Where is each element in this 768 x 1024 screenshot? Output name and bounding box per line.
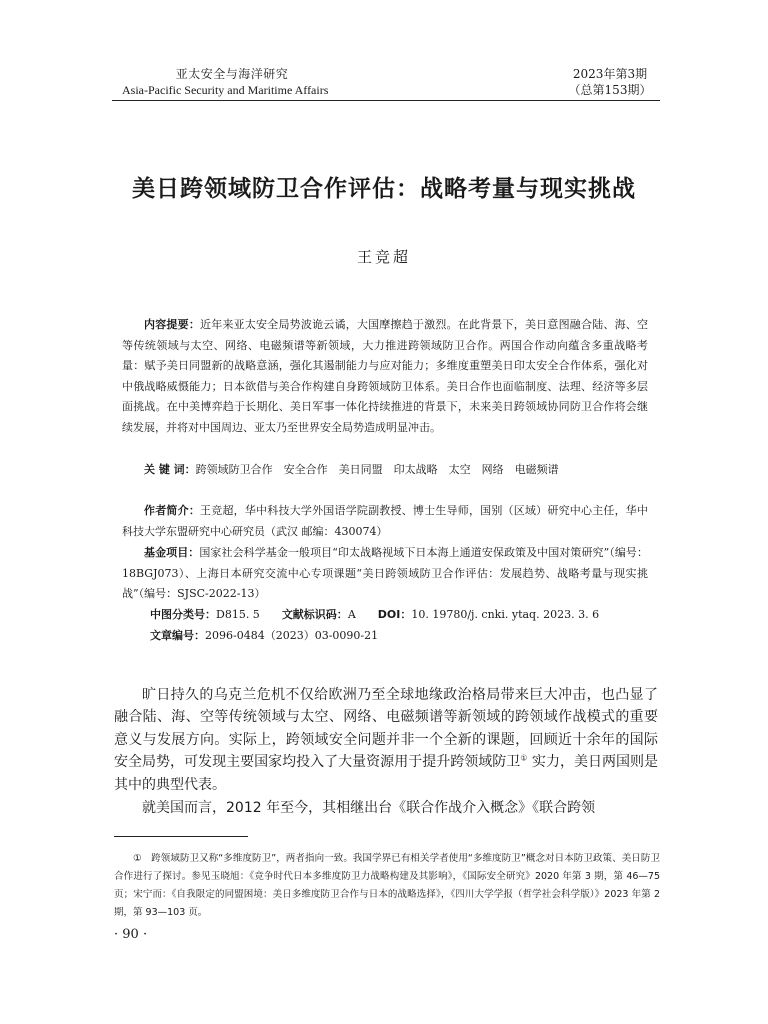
page-number: · 90 · <box>114 927 148 942</box>
article-no-label: 文章编号： <box>150 629 205 642</box>
header-divider <box>112 100 660 101</box>
article-title: 美日跨领域防卫合作评估：战略考量与现实挑战 <box>132 176 636 202</box>
abstract-text: 近年来亚太安全局势波诡云谲，大国摩擦趋于激烈。在此背景下，美日意图融合陆、海、空等传统领域与太空、网络、电磁频谱等新领域，大力推进跨领域防卫合作。两国合作动向蕴含多重战略考量：赋予美日同盟新的战略意涵，强化其遏制能力与应对能力；多维度重塑美日印太安全合作体系，强化对中俄战略威慑能力；日本欲借与美合作构建自身跨领域防卫体系。美日合作也面临制度、法理、经济等多层面挑战。在中美博弈趋于长期化、美日军事一体化持续推进的背景下，未来美日跨领域协同防卫合作将会继续发展，并将对中国周边、亚太乃至世界安全局势造成明显冲击。 <box>122 318 649 434</box>
doi-label: DOI： <box>377 608 412 621</box>
article-no-value: 2096-0484（2023）03-0090-21 <box>205 629 379 642</box>
body-text-part: 旷日持久的乌克兰危机不仅给欧洲乃至全球地缘政治格局带来巨大冲击，也凸显了融合陆、海、空等传统领域与太空、网络、电磁频谱等新领域的跨领域作战模式的重要意义与发展方向。实际上，跨领域安全问题并非一个全新的课题，回顾近十余年的国际安全局势，可发现主要国家均投入了大量资源用于提升跨领域防卫 <box>114 687 658 771</box>
body-text-part: 实力，美日两国则是其中的典型代表。 <box>114 754 659 793</box>
body-paragraph <box>114 684 658 796</box>
fund-label: 基金项目： <box>144 546 200 559</box>
footnote-divider <box>114 836 248 837</box>
classification-line <box>150 606 599 624</box>
abstract-label: 内容提要： <box>144 318 201 331</box>
abstract-summary <box>122 315 648 439</box>
keywords-label: 关 键 词： <box>144 463 196 476</box>
footnote-marker[interactable]: ① <box>520 753 528 763</box>
footnote: ① 跨领域防卫又称“多维度防卫”，两者指向一致。我国学界已有相关学者使用“多维度防卫”概念对日本防卫政策、美日防卫合作进行了探讨。参见玉晓旭：《竞争时代日本多维度防卫力战略构建及其影响》，《国际安全研究》2020 年第 3 期，第 46—75 页；宋宁而：《自我限定的同盟困境：美日多维度防卫合作与日本的战略选择》，《四川大学学报（哲学社会科学版）》2023 年第 2 期，第 93—103 页。 <box>114 853 660 918</box>
clc-value: D815. 5 <box>216 608 260 621</box>
article-number-line <box>150 627 378 645</box>
journal-name-en: Asia-Pacific Security and Maritime Affairs <box>122 83 329 97</box>
author-bio <box>122 501 648 542</box>
issue-total: （总第153期） <box>568 83 652 97</box>
journal-name-cn: 亚太安全与海洋研究 <box>175 67 289 81</box>
author-bio-text: 王竞超，华中科技大学外国语学院副教授、博士生导师，国别（区域）研究中心主任，华中科技大学东盟研究中心研究员（武汉 邮编：430074） <box>122 504 649 538</box>
issue-info <box>560 66 660 98</box>
doc-code-label: 文献标识码： <box>281 608 348 621</box>
keywords-text: 跨领域防卫合作 安全合作 美日同盟 印太战略 太空 网络 电磁频谱 <box>195 463 559 476</box>
journal-header <box>122 66 422 98</box>
doc-code-value: A <box>347 608 356 621</box>
author-bio-label: 作者简介： <box>144 504 201 517</box>
issue-number: 2023年第3期 <box>572 67 648 81</box>
fund-text: 国家社会科学基金一般项目“印太战略视域下日本海上通道安保政策及中国对策研究”（编号：18BGJ073）、上海日本研究交流中心专项课题“美日跨领域防卫合作评估：发展趋势、战略考量与现实挑战”（编号：SJSC-2022-13） <box>122 546 649 601</box>
body-paragraph: 就美国而言，2012 年至今，其相继出台《联合作战介入概念》《联合跨领 <box>142 800 596 816</box>
doi-value: 10. 19780/j. cnki. ytaq. 2023. 3. 6 <box>411 608 600 621</box>
fund-info <box>122 543 648 605</box>
article-author: 王竞超 <box>356 248 411 266</box>
clc-label: 中图分类号： <box>150 608 216 621</box>
keywords <box>122 460 648 481</box>
